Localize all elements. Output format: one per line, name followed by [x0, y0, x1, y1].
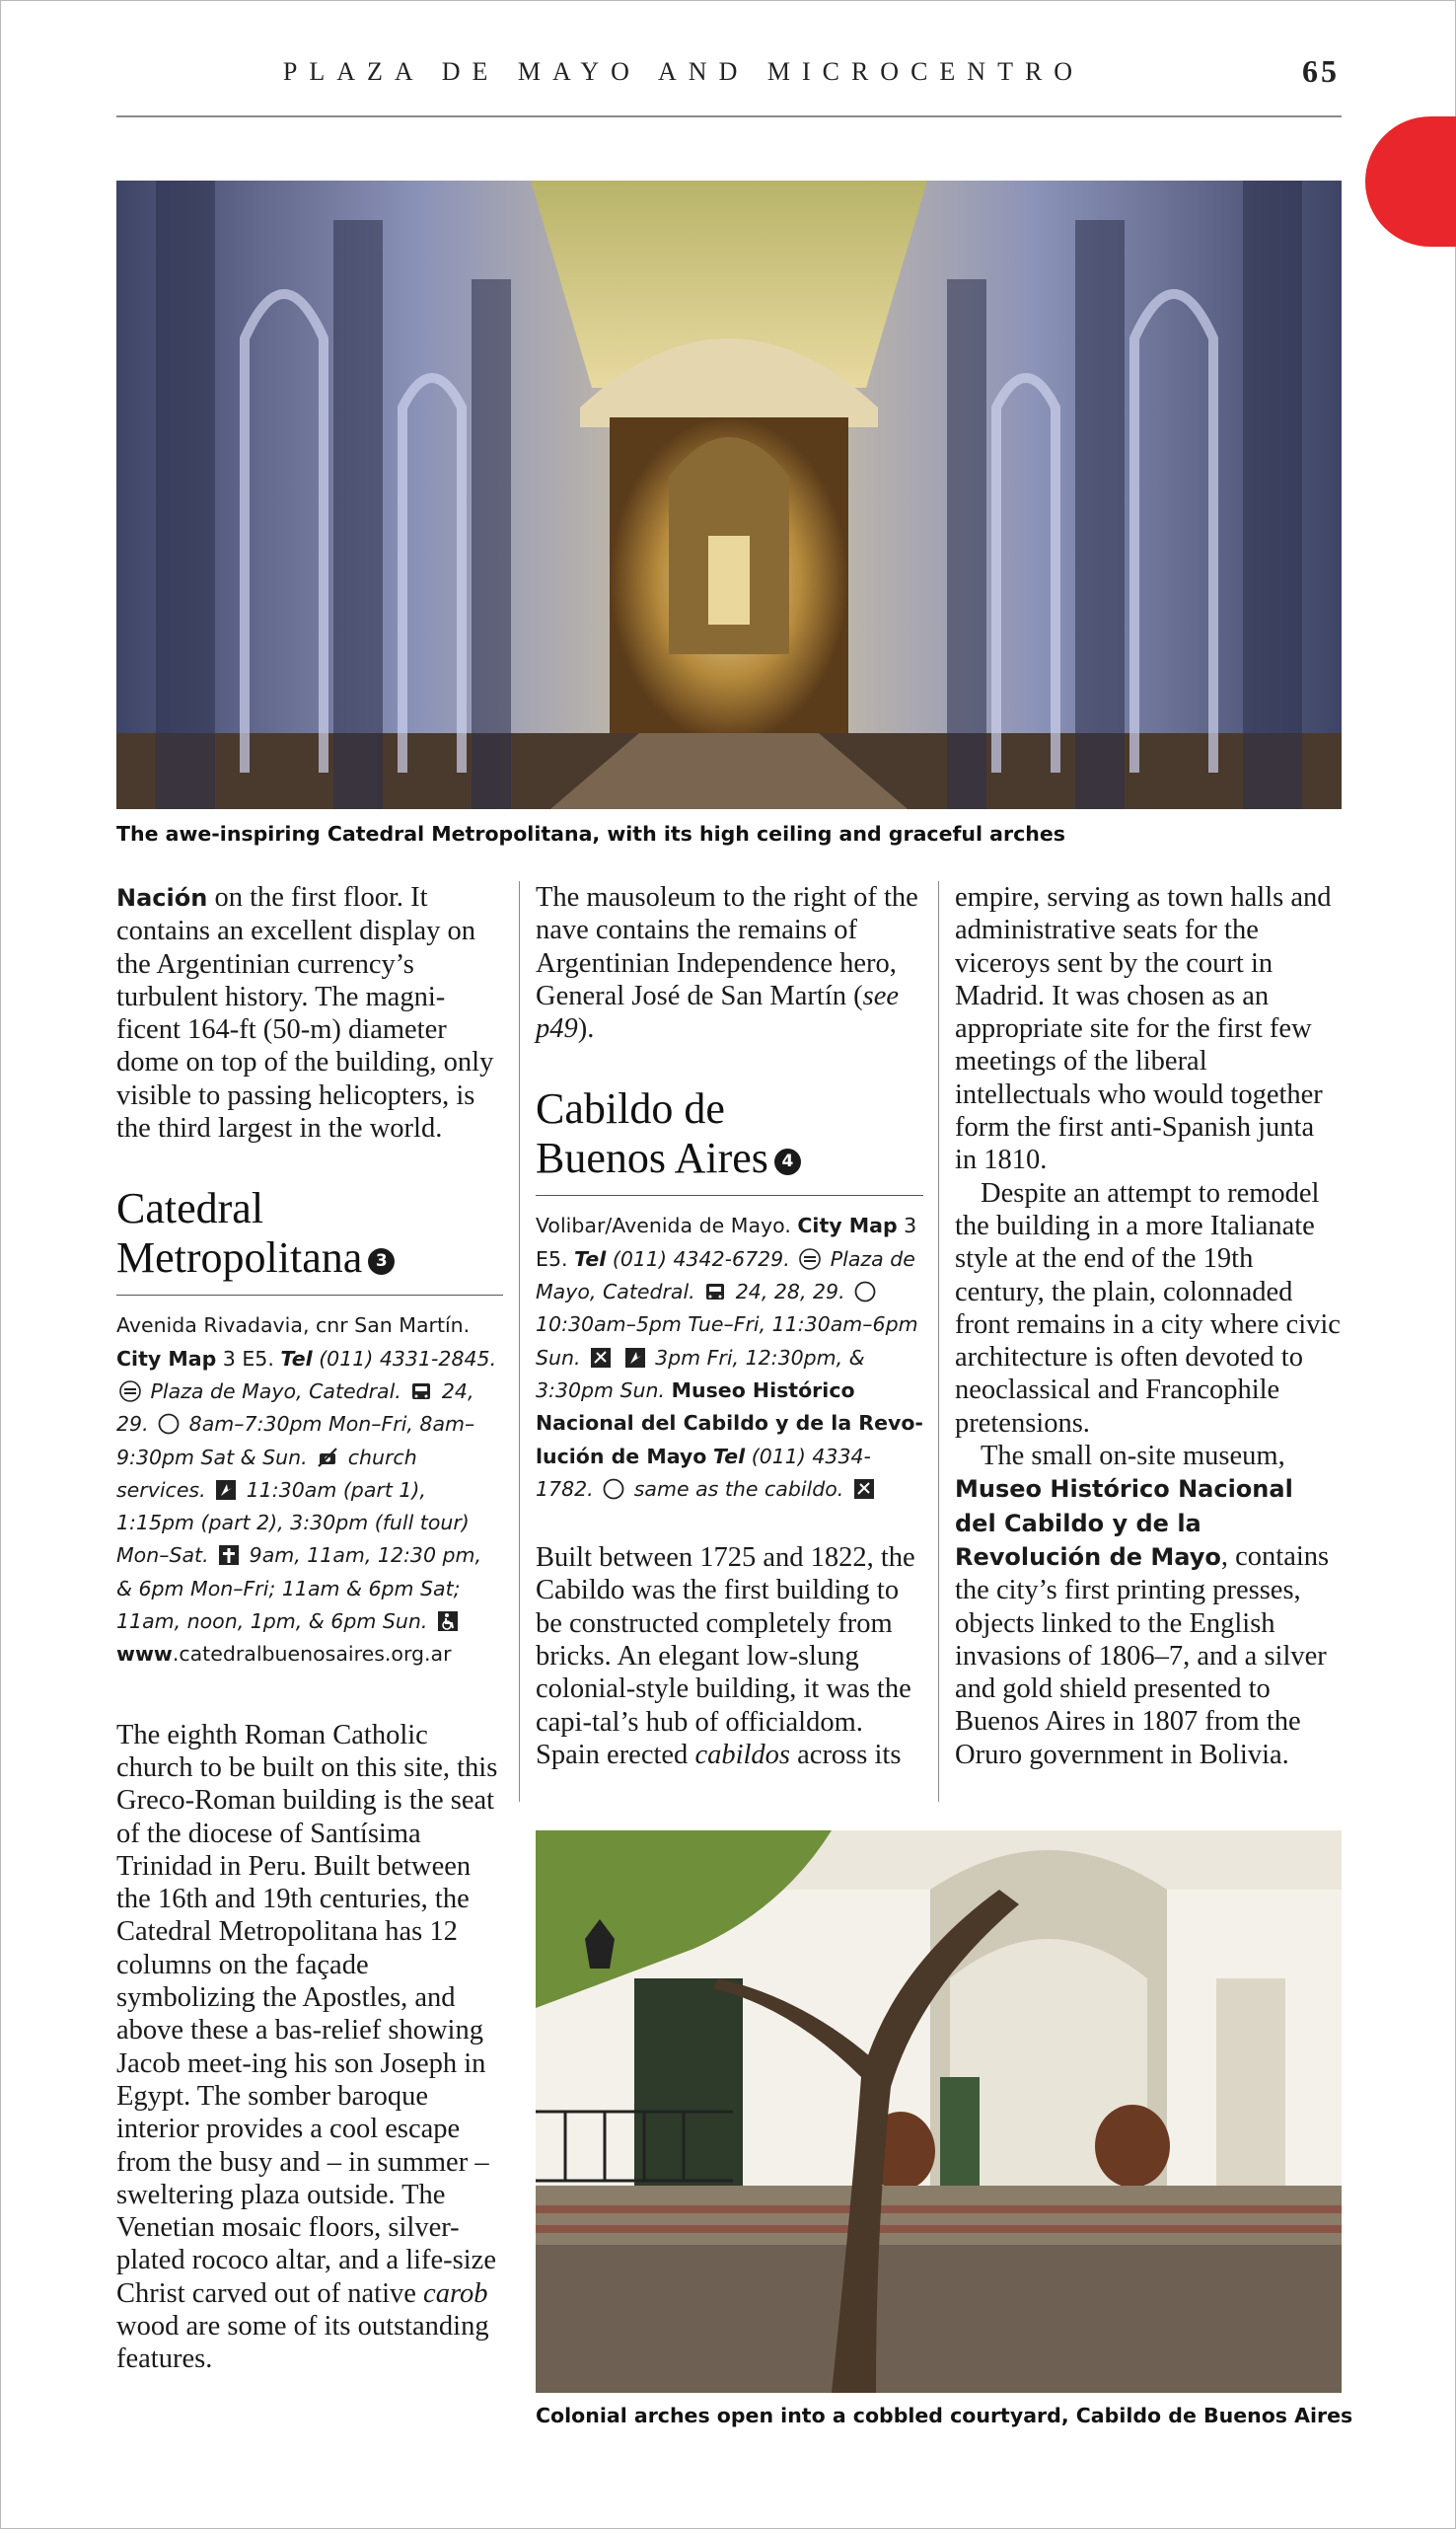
subway-icon [119, 1380, 141, 1402]
subway-stations: Plaza de Mayo, Catedral. [536, 1246, 915, 1304]
column-1 [116, 881, 503, 2376]
cabildo-info-block [536, 1210, 923, 1506]
map-marker-number: 3 [368, 1248, 395, 1275]
cabildo-courtyard-photo [536, 1830, 1342, 2393]
heading-line: Buenos Aires [536, 1134, 768, 1183]
intro-paragraph [116, 881, 503, 1145]
bus-routes: 24, 29. [116, 1378, 474, 1437]
mausoleum-paragraph [536, 881, 923, 1045]
museum-hours: same as the cabildo. [627, 1476, 844, 1501]
opening-hours-icon [158, 1413, 180, 1435]
bus-routes: 24, 28, 29. [729, 1280, 845, 1304]
address: Volibar/Avenida de Mayo. [536, 1214, 791, 1238]
body-text: Built between 1725 and 1822, the Cabildo was the first building to be constructed completely from bricks. An elegant low-slung colonial-style building, it was the capi-tal’s hub of officialdom. Spain erected [536, 1542, 915, 1770]
body-text: across its [790, 1739, 902, 1770]
wheelchair-access-icon [437, 1610, 459, 1632]
museum-name-bold: Museo Histórico Nacional del Cabildo y de la Revolución de Mayo [955, 1475, 1293, 1571]
tel-label: Tel [280, 1346, 313, 1371]
subway-icon [799, 1248, 821, 1270]
remodel-paragraph [955, 1177, 1342, 1440]
heading-line: Cabildo de [536, 1084, 725, 1134]
cathedral-photo-caption: The awe-inspiring Catedral Metropolitana, with its high ceiling and graceful arches [116, 822, 1065, 846]
column-rule [519, 881, 520, 1802]
body-text: wood are some of its outstanding features. [116, 2310, 489, 2375]
body-text: Despite an attempt to remodel the building in a more Italianate style at the end of the 19th century, the plain, colonnaded front remains in a city where civic architecture is often devoted to neoclassical and Francophile pretensions. [955, 1177, 1341, 1439]
body-italic: cabildos [694, 1739, 791, 1770]
opening-hours-icon [854, 1281, 876, 1302]
museum-name: Museo Histórico Nacional del Cabildo y de la Revo-lución de Mayo [536, 1377, 923, 1468]
cross-reference: see p49 [536, 980, 899, 1045]
body-text: The small on-site museum, [981, 1441, 1285, 1472]
city-map-ref: 3 E5. [536, 1214, 917, 1271]
running-head [116, 53, 1340, 101]
catedral-heading [116, 1184, 503, 1296]
city-map-label: City Map [797, 1214, 898, 1238]
heading-line: Metropolitana [116, 1233, 363, 1283]
column-2 [536, 881, 923, 1771]
cathedral-interior-photo [116, 181, 1342, 809]
museum-telephone: (011) 4334-1782. [536, 1444, 871, 1501]
column-rule [938, 881, 939, 1802]
intro-text: on the first floor. It contains an excellent display on the Argentinian currency’s turbulent history. The magni-ficent 164-ft (50-m) diameter dome on top of the building, only visible to passing helicopters, is the third largest in the world. [116, 882, 494, 1145]
cabildo-body-paragraph [536, 1541, 923, 1771]
page-number: 65 [1302, 53, 1340, 89]
opening-hours-icon [603, 1478, 624, 1500]
map-marker-number: 4 [774, 1149, 801, 1175]
section-thumb-tab [1365, 116, 1456, 247]
bus-icon [410, 1380, 432, 1402]
bus-icon [704, 1281, 726, 1302]
header-rule [116, 115, 1342, 117]
tour-times: 11:30am (part 1), 1:15pm (part 2), 3:30pm (full tour) Mon–Sat. [116, 1477, 470, 1568]
website-prefix: www [116, 1642, 173, 1667]
city-map-label: City Map [116, 1346, 217, 1371]
cabildo-continued-paragraph: empire, serving as town halls and administrative seats for the viceroys sent by the court in Madrid. It was chosen as an appropriate site for the first few meetings of the liberal intellectuals who would together form the first anti-Spanish junta in 1810. [955, 882, 1332, 1176]
heading-line: Catedral [116, 1184, 264, 1233]
no-photography-note: church services. [116, 1445, 417, 1502]
opening-hours: 8am–7:30pm Mon–Fri, 8am–9:30pm Sat & Sun. [116, 1412, 475, 1469]
opening-hours: 10:30am–5pm Tue–Fri, 11:30am–6pm Sun. [536, 1312, 918, 1370]
running-title: PLAZA DE MAYO AND MICROCENTRO [282, 57, 1085, 86]
mass-cross-icon [218, 1544, 240, 1566]
catedral-info-block [116, 1309, 503, 1671]
museum-paragraph [955, 1440, 1342, 1771]
body-text: The mausoleum to the right of the nave contains the remains of Argentinian Independence hero, General José de San Martín ( [536, 882, 918, 1011]
guided-tour-icon [215, 1479, 237, 1501]
mass-times: 9am, 11am, 12:30 pm, & 6pm Mon–Fri; 11am & 6pm Sat; 11am, noon, 1pm, & 6pm Sun. [116, 1543, 482, 1634]
tour-times: 3pm Fri, 12:30pm, & 3:30pm Sun. [536, 1345, 865, 1402]
body-text: The eighth Roman Catholic church to be built on this site, this Greco-Roman building is the seat of the diocese of Santísima Trinidad in Peru. Built between the 16th and 19th centuries, the Catedral Metropolitana has 12 columns on the façade symbolizing the Apostles, and above these a bas-relief showing Jacob meet-ing his son Joseph in Egypt. The somber baroque interior provides a cool escape from the busy and – in summer – sweltering plaza outside. The Venetian mosaic floors, silver-plated rococo altar, and a life-size Christ carved out of native [116, 1719, 498, 2309]
cabildo-photo-caption: Colonial arches open into a cobbled courtyard, Cabildo de Buenos Aires [536, 2404, 1353, 2427]
body-italic: carob [423, 2277, 488, 2309]
catedral-body-paragraph [116, 1719, 503, 2376]
subway-stations: Plaza de Mayo, Catedral. [144, 1378, 401, 1403]
column-3 [955, 881, 1342, 1771]
address: Avenida Rivadavia, cnr San Martín. [116, 1313, 471, 1338]
body-text: ). [577, 1013, 595, 1045]
website-url: .catedralbuenosaires.org.ar [172, 1642, 452, 1667]
telephone: (011) 4331-2845. [312, 1346, 497, 1371]
city-map-ref: 3 E5. [216, 1346, 281, 1371]
tel-label: Tel [712, 1444, 746, 1468]
tel-label: Tel [574, 1246, 607, 1271]
admission-charge-icon [590, 1347, 612, 1369]
admission-charge-icon [853, 1478, 875, 1500]
intro-bold: Nación [116, 884, 208, 912]
telephone: (011) 4342-6729. [606, 1246, 790, 1271]
cabildo-heading [536, 1084, 923, 1196]
body-text: , contains the city’s first printing presses, objects linked to the English invasions of 1806–7, and a silver and gold shield presented to Buenos Aires in 1807 from the Oruro government in Bolivia. [955, 1540, 1330, 1770]
no-photography-icon [317, 1447, 338, 1468]
guided-tour-icon [624, 1347, 646, 1369]
